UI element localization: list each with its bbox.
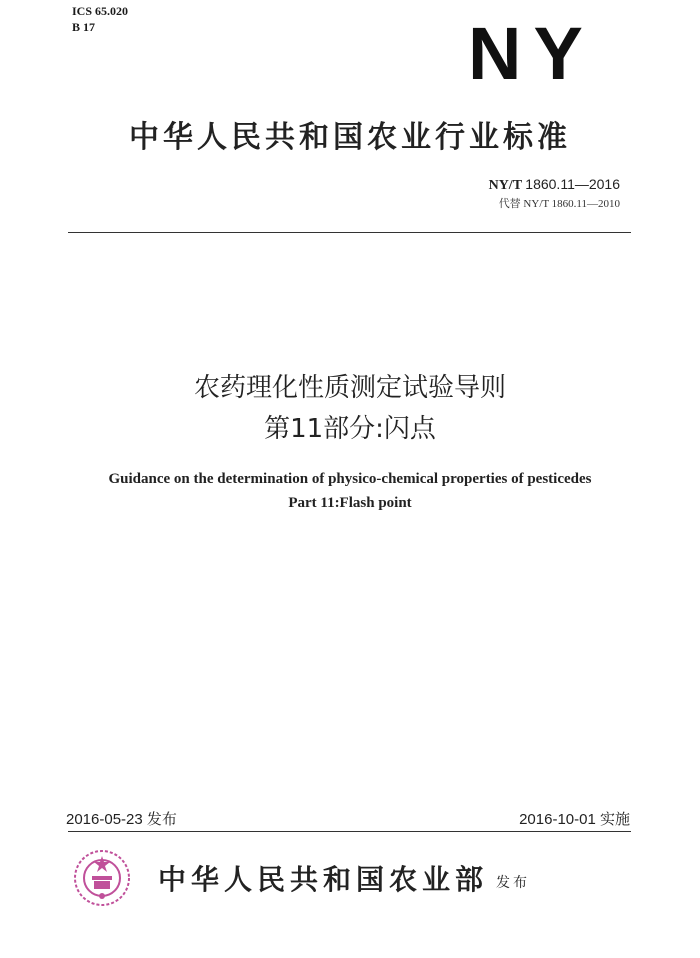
issue-label: 发布 — [496, 875, 530, 891]
publish-date: 2016-05-23 发布 — [66, 811, 177, 828]
en-title-line1: Guidance on the determination of physico-chemical properties of pesticedes — [108, 471, 592, 487]
standard-number-value: 1860.11—2016 — [525, 176, 620, 192]
replaces-standard: 代替 NY/T 1860.11—2010 — [498, 198, 620, 210]
national-emblem-icon — [70, 846, 134, 910]
footer-divider — [68, 831, 631, 832]
ics-code: ICS 65.020 — [72, 4, 129, 18]
standard-number — [489, 176, 620, 194]
ccs-code: B 17 — [72, 20, 96, 34]
header-divider — [68, 232, 631, 233]
issuing-authority: 中华人民共和国农业部 — [158, 863, 489, 896]
en-title-line2: Part 11:Flash point — [288, 495, 412, 511]
cn-title-line1: 农药理化性质测定试验导则 — [193, 373, 506, 403]
standard-category: 中华人民共和国农业行业标准 — [129, 120, 571, 155]
ny-logo: NY — [468, 12, 595, 95]
standard-number-prefix: NY/T — [488, 178, 522, 193]
effective-date: 2016-10-01 实施 — [519, 811, 630, 828]
cn-title-line2: 第11部分:闪点 — [264, 414, 436, 444]
